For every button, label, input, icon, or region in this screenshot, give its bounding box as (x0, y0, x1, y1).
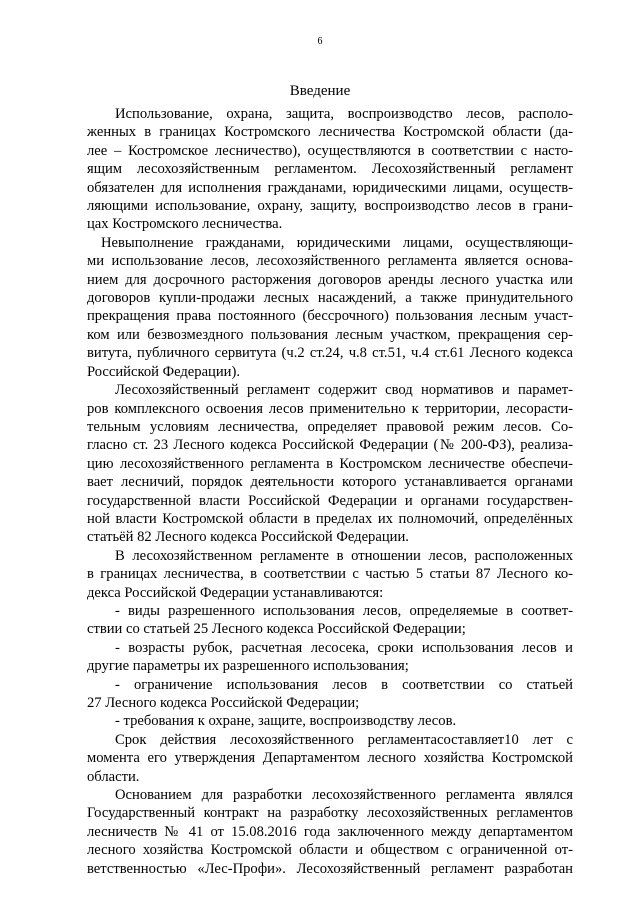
text-line: цию лесохозяйственного регламента в Костромском лесничестве обеспечи- (87, 455, 573, 472)
text-line: обязателен для исполнения гражданами, юридическими лицами, осуществ- (87, 179, 573, 196)
text-line: вает лесничий, порядок деятельности которого устанавливается органами (87, 474, 573, 491)
paragraph (87, 712, 573, 730)
text-line: ляющими использование, охрану, защиту, воспроизводство лесов в грани- (87, 198, 573, 215)
text-line: государственной власти Российской Федерации и органами государствен- (87, 492, 573, 509)
text-line: ной власти Костромской области в пределах их полномочий, определённых (87, 510, 573, 527)
text-line: области. (87, 768, 140, 785)
text-line: Невыполнение гражданами, юридическими лицами, осуществляющи- (101, 234, 573, 251)
page-number: 6 (317, 36, 323, 47)
paragraph (87, 602, 573, 639)
paragraph (87, 639, 573, 676)
paragraph (87, 731, 573, 786)
text-line: Использование, охрана, защита, воспроизводство лесов, располо- (115, 106, 573, 122)
text-line: - виды разрешенного использования лесов, определяемые в соответ- (115, 602, 573, 619)
text-line: ком или безвозмездного пользования лесным участком, прекращения сер- (87, 326, 573, 343)
text-line: лесного хозяйства Костромской области и обществом с ограниченной от- (87, 842, 573, 859)
text-line: ров комплексного освоения лесов применительно к территории, лесорасти- (87, 400, 573, 417)
text-line: прекращения права постоянного (бессрочного) пользования лесным участ- (87, 308, 573, 325)
section-heading: Введение (289, 83, 351, 99)
text-line: нием для досрочного расторжения договоров аренды лесного участка или (87, 271, 573, 288)
text-line: лесничеств № 41 от 15.08.2016 года заключенного между департаментом (87, 823, 573, 840)
text-line: Российской Федерации). (87, 363, 240, 380)
text-line: тельным условиям лесничества, определяет правовой режим лесов. Со- (87, 418, 573, 435)
text-line: витута, публичного сервитута (ч.2 ст.24, ч.8 ст.51, ч.4 ст.61 Лесного кодекса (87, 345, 573, 362)
text-line: цах Костромского лесничества. (87, 216, 283, 233)
text-line: - возрасты рубок, расчетная лесосека, сроки использования лесов и (115, 639, 573, 656)
text-line: - требования к охране, защите, воспроизводству лесов. (115, 713, 457, 730)
text-line: статьёй 82 Лесного кодекса Российской Федерации. (87, 529, 409, 546)
text-line: ящим лесохозяйственным регламентом. Лесохозяйственный регламент (87, 161, 573, 178)
text-line: гласно ст. 23 Лесного кодекса Российской Федерации (№ 200-ФЗ), реализа- (87, 437, 573, 454)
paragraph (87, 547, 573, 602)
text-line: Государственный контракт на разработку лесохозяйственных регламентов (87, 805, 573, 822)
text-line: В лесохозяйственном регламенте в отношении лесов, расположенных (115, 547, 573, 564)
text-line: Лесохозяйственный регламент содержит свод нормативов и парамет- (115, 382, 573, 399)
text-line: момента его утверждения Департаментом лесного хозяйства Костромской (87, 750, 573, 767)
paragraph (87, 786, 573, 878)
text-line: - ограничение использования лесов в соответствии со статьей (115, 676, 573, 693)
paragraph (87, 381, 573, 547)
text-line: договоров купли-продажи лесных насаждений, а также принудительного (87, 290, 573, 307)
text-line: женных в границах Костромского лесничества Костромской области (да- (87, 124, 573, 141)
text-line: ми использование лесов, лесохозяйственного регламента является основа- (87, 253, 573, 270)
text-line: в границах лесничества, в соответствии с частью 5 статьи 87 Лесного ко- (87, 566, 573, 583)
paragraph (87, 676, 573, 713)
text-line: другие параметры их разрешенного использования; (87, 658, 409, 675)
text-line: 27 Лесного кодекса Российской Федерации; (87, 695, 360, 711)
text-line: декса Российской Федерации устанавливаются: (87, 584, 384, 601)
text-line: ствии со статьей 25 Лесного кодекса Российской Федерации; (87, 621, 466, 638)
text-line: лее – Костромское лесничество), осуществляются в соответствии с наcто- (87, 142, 573, 159)
document-body (87, 105, 573, 878)
text-line: Основанием для разработки лесохозяйственного регламента являлся (115, 787, 573, 804)
text-line: ветственностью «Лес-Профи». Лесохозяйственный регламент разработан (87, 860, 573, 877)
paragraph (87, 105, 573, 234)
paragraph (87, 234, 573, 381)
text-line: Срок действия лесохозяйственного регламентасоставляет10 лет с (115, 731, 573, 748)
